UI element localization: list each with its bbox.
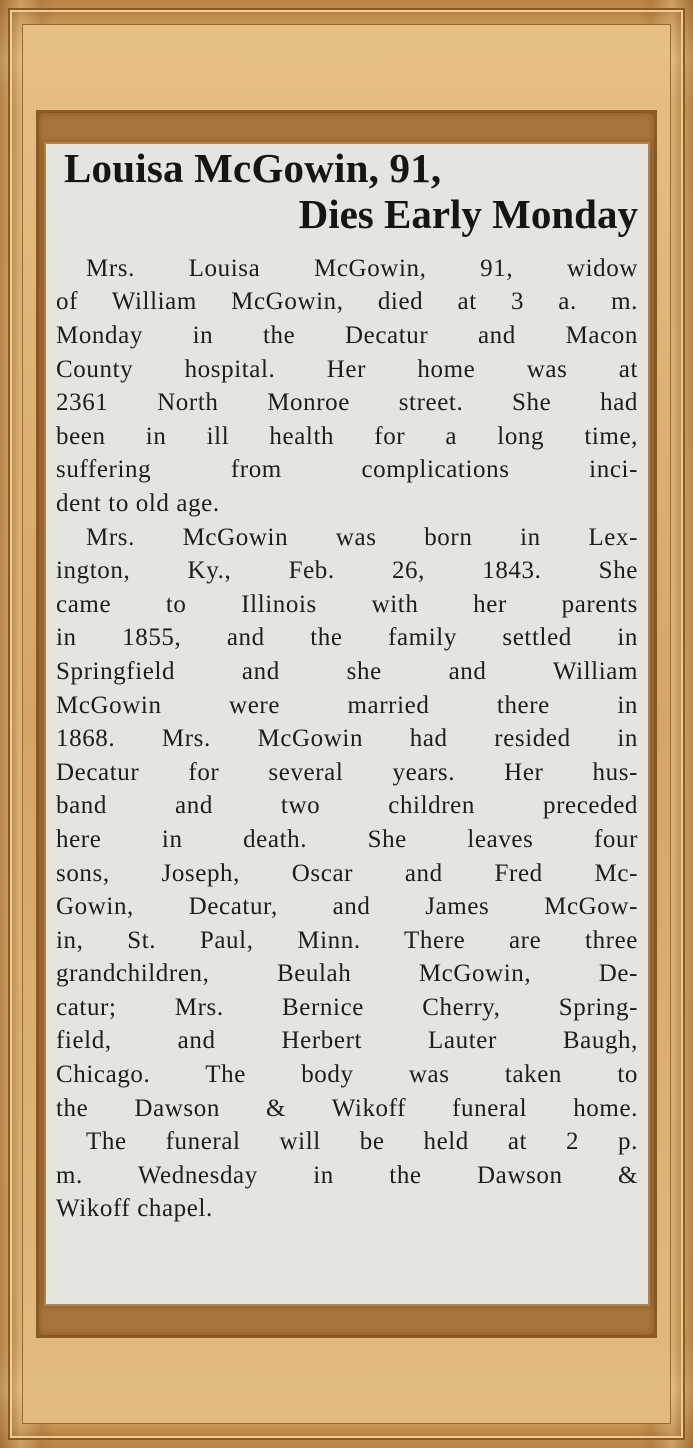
text-line: here in death. She leaves four	[56, 825, 638, 853]
headline-line-2: Dies Early Monday	[298, 190, 638, 237]
text-line: 1868. Mrs. McGowin had resided in	[56, 725, 638, 753]
paragraph-1	[56, 252, 638, 521]
text-line: ington, Ky., Feb. 26, 1843. She	[56, 557, 638, 585]
text-line: grandchildren, Beulah McGowin, De-	[56, 960, 638, 988]
text-line: Springfield and she and William	[56, 657, 638, 685]
paragraph-3	[56, 1125, 638, 1226]
text-line: Decatur for several years. Her hus-	[56, 758, 638, 786]
text-line: Chicago. The body was taken to	[56, 1061, 638, 1089]
text-line: 2361 North Monroe street. She had	[56, 389, 638, 417]
text-line: The funeral will be held at 2 p.	[86, 1128, 638, 1156]
text-line: m. Wednesday in the Dawson &	[56, 1161, 638, 1189]
text-line: Monday in the Decatur and Macon	[56, 322, 638, 349]
paragraph-2	[56, 521, 638, 1126]
text-line: sons, Joseph, Oscar and Fred Mc-	[56, 859, 638, 887]
text-line: band and two children preceded	[56, 792, 638, 820]
headline-line-1: Louisa McGowin, 91,	[64, 145, 442, 191]
text-line: in, St. Paul, Minn. There are three	[56, 926, 638, 954]
text-line: the Dawson & Wikoff funeral home.	[56, 1094, 638, 1122]
text-line: dent to old age.	[56, 489, 220, 517]
headline	[46, 144, 648, 238]
text-line: Wikoff chapel.	[56, 1195, 213, 1223]
text-line: been in ill health for a long time,	[56, 422, 638, 450]
newspaper-clipping	[46, 144, 648, 1304]
text-line: field, and Herbert Lauter Baugh,	[56, 1027, 638, 1055]
text-line: catur; Mrs. Bernice Cherry, Spring-	[56, 993, 638, 1021]
text-line: of William McGowin, died at 3 a. m.	[56, 288, 638, 316]
text-line: came to Illinois with her parents	[56, 590, 638, 618]
article-body	[56, 252, 638, 1226]
text-line: Mrs. Louisa McGowin, 91, widow	[86, 254, 638, 282]
text-line: Gowin, Decatur, and James McGow-	[56, 893, 638, 921]
text-line: County hospital. Her home was at	[56, 355, 638, 383]
text-line: McGowin were married there in	[56, 691, 638, 719]
text-line: Mrs. McGowin was born in Lex-	[86, 523, 638, 551]
text-line: suffering from complications inci-	[56, 456, 638, 484]
text-line: in 1855, and the family settled in	[56, 624, 638, 652]
